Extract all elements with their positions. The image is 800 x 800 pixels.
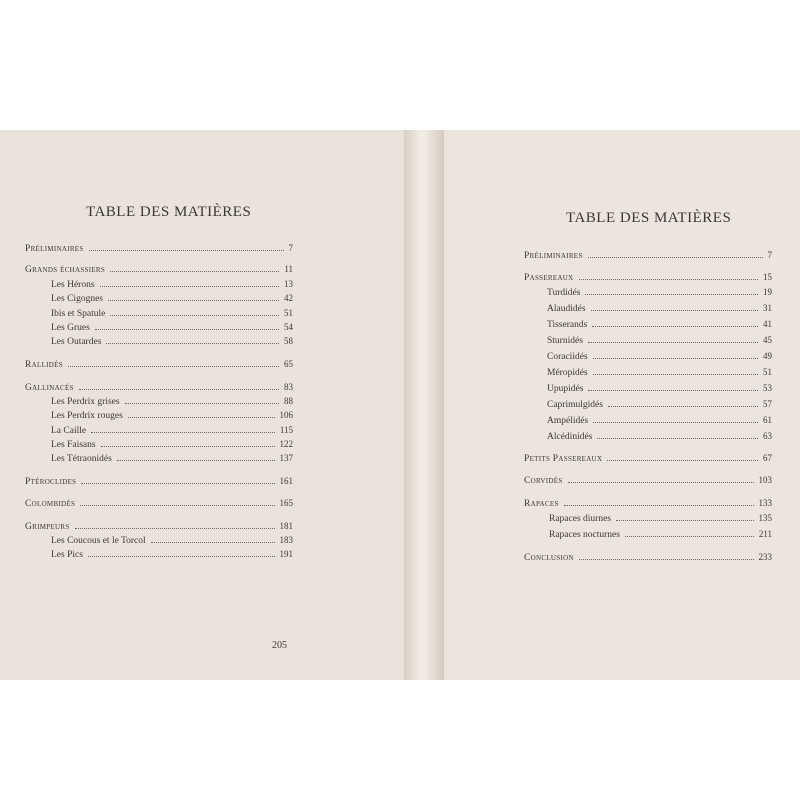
toc-entry-page: 61 xyxy=(763,415,772,425)
toc-entry-label: Ibis et Spatule xyxy=(51,309,106,319)
toc-entry xyxy=(524,473,772,487)
toc-entry xyxy=(25,474,293,488)
dot-leader xyxy=(79,388,279,390)
dot-leader xyxy=(68,365,279,367)
toc-entry xyxy=(547,333,772,347)
toc-entry xyxy=(25,519,293,533)
dot-leader xyxy=(588,389,758,391)
dot-leader xyxy=(608,405,758,407)
toc-entry-label: Ampélidés xyxy=(547,416,589,426)
toc-entry-page: 19 xyxy=(763,287,772,297)
toc-entry xyxy=(51,423,293,437)
toc-entry-page: 135 xyxy=(758,513,772,523)
toc-entry xyxy=(25,496,293,510)
toc-entry-label: Gallinacés xyxy=(25,383,74,393)
dot-leader xyxy=(585,293,758,295)
dot-leader xyxy=(91,431,275,433)
toc-entry-label: Colombidés xyxy=(25,499,76,509)
toc-entry-page: 211 xyxy=(758,529,772,539)
dot-leader xyxy=(593,373,758,375)
toc-entry-page: 42 xyxy=(284,293,293,303)
book-gutter xyxy=(404,130,444,680)
toc-entry-label: Les Tétraonidés xyxy=(51,454,112,464)
toc-entry-label: Grimpeurs xyxy=(25,522,70,532)
toc-entry-page: 106 xyxy=(279,410,293,420)
dot-leader xyxy=(592,325,758,327)
toc-entry xyxy=(547,317,772,331)
toc-entry xyxy=(25,380,293,394)
toc-entry-page: 49 xyxy=(763,351,772,361)
toc-entry-label: La Caille xyxy=(51,426,87,436)
toc-entry-label: Sturnidés xyxy=(547,336,583,346)
toc-entry-page: 83 xyxy=(284,382,293,392)
dot-leader xyxy=(593,357,758,359)
toc-entry-label: Méropidés xyxy=(547,368,588,378)
toc-entry-page: 67 xyxy=(763,453,772,463)
toc-entry-label: Les Perdrix rouges xyxy=(51,411,123,421)
right-page-title: TABLE DES MATIÈRES xyxy=(566,210,732,226)
toc-entry xyxy=(524,270,772,284)
toc-entry-label: Alcédinidés xyxy=(547,432,593,442)
dot-leader xyxy=(593,421,758,423)
dot-leader xyxy=(110,314,279,316)
toc-entry-label: Rapaces nocturnes xyxy=(549,530,620,540)
dot-leader xyxy=(95,328,279,330)
toc-entry-label: Préliminaires xyxy=(25,244,84,254)
toc-entry-page: 161 xyxy=(279,476,293,486)
toc-entry-page: 41 xyxy=(763,319,772,329)
dot-leader xyxy=(128,416,275,418)
toc-entry-page: 51 xyxy=(763,367,772,377)
toc-entry xyxy=(51,408,293,422)
toc-entry-page: 65 xyxy=(284,359,293,369)
toc-entry xyxy=(51,533,293,547)
toc-entry-page: 15 xyxy=(763,272,772,282)
left-page-title: TABLE DES MATIÈRES xyxy=(86,204,252,220)
toc-entry xyxy=(524,248,772,262)
toc-entry-page: 11 xyxy=(284,264,293,274)
toc-entry-label: Passereaux xyxy=(524,273,574,283)
toc-entry xyxy=(547,429,772,443)
toc-entry xyxy=(547,413,772,427)
dot-leader xyxy=(108,299,279,301)
toc-entry-label: Les Perdrix grises xyxy=(51,397,120,407)
dot-leader xyxy=(110,270,279,272)
toc-entry xyxy=(524,451,772,465)
toc-entry-page: 133 xyxy=(758,498,772,508)
toc-entry xyxy=(524,496,772,510)
dot-leader xyxy=(89,249,284,251)
dot-leader xyxy=(75,527,275,529)
toc-entry-page: 191 xyxy=(279,549,293,559)
toc-entry xyxy=(547,301,772,315)
toc-entry xyxy=(547,397,772,411)
toc-entry-label: Upupidés xyxy=(547,384,584,394)
toc-entry-page: 165 xyxy=(279,498,293,508)
toc-entry-page: 57 xyxy=(763,399,772,409)
toc-entry xyxy=(25,241,293,255)
toc-entry xyxy=(549,511,772,525)
toc-entry-label: Petits Passereaux xyxy=(524,454,603,464)
toc-entry xyxy=(547,285,772,299)
dot-leader xyxy=(597,437,758,439)
toc-entry-page: 183 xyxy=(279,535,293,545)
toc-entry-label: Rapaces diurnes xyxy=(549,514,611,524)
toc-entry xyxy=(51,334,293,348)
toc-entry-page: 54 xyxy=(284,322,293,332)
toc-entry-label: Rapaces xyxy=(524,499,559,509)
toc-entry-label: Les Faisans xyxy=(51,440,96,450)
dot-leader xyxy=(588,256,763,258)
toc-entry xyxy=(547,381,772,395)
toc-entry-label: Grands échassiers xyxy=(25,265,106,275)
toc-entry xyxy=(25,357,293,371)
toc-entry-page: 7 xyxy=(288,243,293,253)
toc-entry-label: Rallidés xyxy=(25,360,63,370)
dot-leader xyxy=(625,535,754,537)
dot-leader xyxy=(117,459,275,461)
toc-entry-label: Les Coucous et le Torcol xyxy=(51,536,146,546)
toc-entry xyxy=(51,306,293,320)
toc-entry-page: 137 xyxy=(279,453,293,463)
toc-entry-label: Caprimulgidés xyxy=(547,400,603,410)
dot-leader xyxy=(564,504,754,506)
toc-entry-page: 63 xyxy=(763,431,772,441)
toc-entry xyxy=(51,291,293,305)
toc-entry xyxy=(51,437,293,451)
toc-entry-label: Conclusion xyxy=(524,553,574,563)
toc-entry-label: Préliminaires xyxy=(524,251,583,261)
dot-leader xyxy=(101,445,275,447)
dot-leader xyxy=(88,555,275,557)
dot-leader xyxy=(125,402,279,404)
dot-leader xyxy=(80,504,274,506)
dot-leader xyxy=(568,481,754,483)
toc-entry-label: Alaudidés xyxy=(547,304,586,314)
toc-entry xyxy=(51,320,293,334)
dot-leader xyxy=(579,278,758,280)
toc-entry-label: Les Pics xyxy=(51,550,83,560)
toc-entry xyxy=(549,527,772,541)
page-number: 205 xyxy=(272,640,287,651)
toc-entry xyxy=(524,550,772,564)
toc-entry xyxy=(25,262,293,276)
toc-entry-label: Turdidés xyxy=(547,288,581,298)
toc-entry xyxy=(51,451,293,465)
toc-entry-label: Ptéroclides xyxy=(25,477,77,487)
dot-leader xyxy=(106,342,279,344)
toc-entry xyxy=(547,349,772,363)
toc-entry-label: Tisserands xyxy=(547,320,588,330)
toc-entry-label: Corvidés xyxy=(524,476,563,486)
dot-leader xyxy=(588,341,758,343)
toc-entry xyxy=(547,365,772,379)
toc-entry-page: 7 xyxy=(767,250,772,260)
dot-leader xyxy=(607,459,758,461)
toc-entry xyxy=(51,394,293,408)
toc-entry-label: Les Cigognes xyxy=(51,294,103,304)
toc-entry-label: Les Hérons xyxy=(51,280,95,290)
dot-leader xyxy=(591,309,758,311)
dot-leader xyxy=(616,519,754,521)
toc-entry-page: 53 xyxy=(763,383,772,393)
dot-leader xyxy=(81,482,274,484)
toc-entry-page: 88 xyxy=(284,396,293,406)
toc-entry-page: 103 xyxy=(758,475,772,485)
toc-entry-page: 122 xyxy=(279,439,293,449)
dot-leader xyxy=(100,285,279,287)
toc-entry-page: 51 xyxy=(284,308,293,318)
toc-entry-label: Coraciidés xyxy=(547,352,588,362)
toc-entry-page: 181 xyxy=(279,521,293,531)
dot-leader xyxy=(579,558,754,560)
toc-entry-page: 45 xyxy=(763,335,772,345)
toc-entry-page: 13 xyxy=(284,279,293,289)
toc-entry-label: Les Outardes xyxy=(51,337,102,347)
dot-leader xyxy=(151,541,275,543)
toc-entry-page: 233 xyxy=(758,552,772,562)
toc-entry-page: 31 xyxy=(763,303,772,313)
toc-entry xyxy=(51,277,293,291)
toc-entry-page: 58 xyxy=(284,336,293,346)
toc-entry-label: Les Grues xyxy=(51,323,90,333)
toc-entry xyxy=(51,547,293,561)
toc-entry-page: 115 xyxy=(279,425,293,435)
